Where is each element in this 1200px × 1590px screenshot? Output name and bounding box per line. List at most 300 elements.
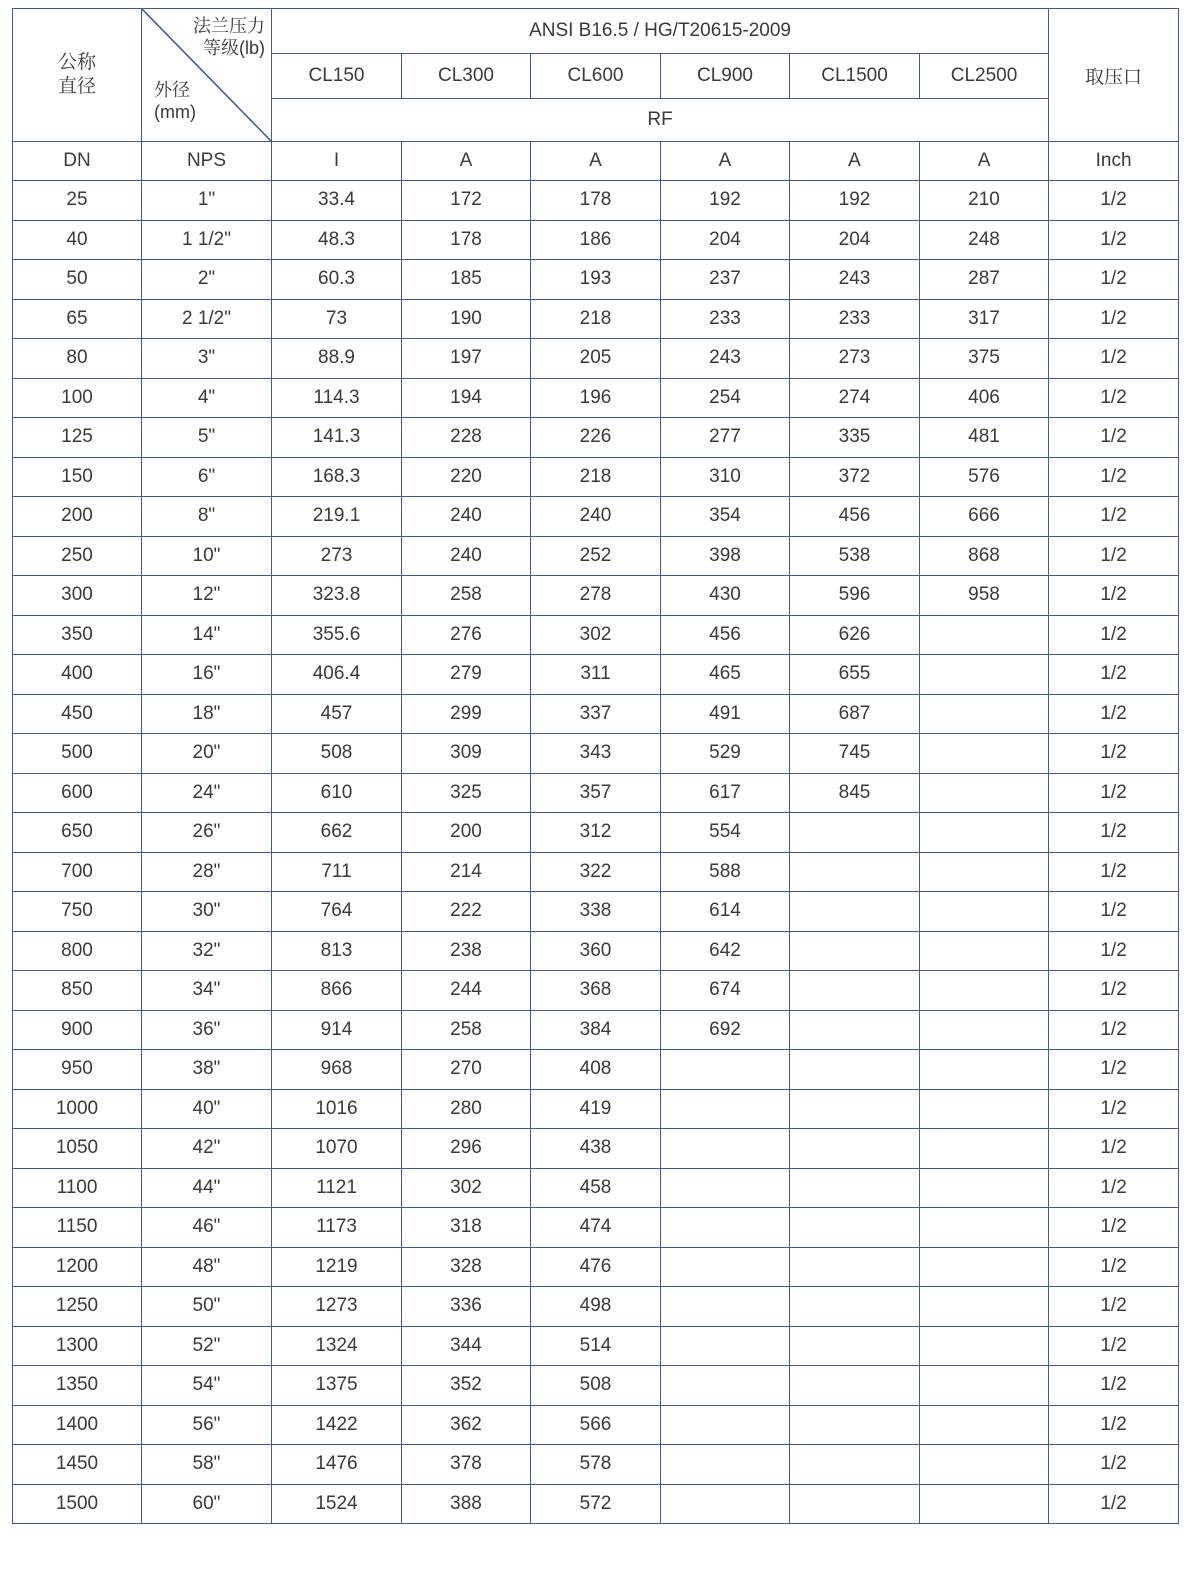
- unit-i: I: [272, 142, 402, 181]
- outer-diameter-cell: 1121: [272, 1168, 402, 1208]
- cl900-cell: 465: [661, 655, 790, 695]
- nps-cell: 2": [142, 260, 272, 300]
- cl1500-cell: [790, 813, 920, 853]
- cl600-cell: 311: [531, 655, 661, 695]
- nps-cell: 46": [142, 1208, 272, 1248]
- cl2500-cell: 576: [920, 457, 1049, 497]
- dn-cell: 450: [13, 694, 142, 734]
- dn-cell: 65: [13, 299, 142, 339]
- cl900-cell: 456: [661, 615, 790, 655]
- nps-cell: 34": [142, 971, 272, 1011]
- cl300-cell: 328: [402, 1247, 531, 1287]
- standard-title: ANSI B16.5 / HG/T20615-2009: [272, 9, 1049, 54]
- outer-diameter-cell: 73: [272, 299, 402, 339]
- table-row: [13, 1445, 1179, 1485]
- cl2500-cell: [920, 1168, 1049, 1208]
- cl300-cell: 178: [402, 220, 531, 260]
- nps-cell: 16": [142, 655, 272, 695]
- nps-cell: 6": [142, 457, 272, 497]
- cl600-cell: 205: [531, 339, 661, 379]
- tap-size-cell: 1/2: [1049, 773, 1179, 813]
- cl600-cell: 508: [531, 1366, 661, 1406]
- unit-a-cl300: A: [402, 142, 531, 181]
- outer-diameter-cell: 1422: [272, 1405, 402, 1445]
- nps-cell: 1 1/2": [142, 220, 272, 260]
- cl900-cell: 243: [661, 339, 790, 379]
- table-row: [13, 497, 1179, 537]
- table-row: [13, 1050, 1179, 1090]
- table-row: [13, 971, 1179, 1011]
- cl600-cell: 196: [531, 378, 661, 418]
- cl600-cell: 368: [531, 971, 661, 1011]
- nps-cell: 36": [142, 1010, 272, 1050]
- tap-size-cell: 1/2: [1049, 1484, 1179, 1524]
- outer-diameter-cell: 1173: [272, 1208, 402, 1248]
- cl900-cell: [661, 1050, 790, 1090]
- outer-diameter-cell: 711: [272, 852, 402, 892]
- cl1500-cell: 372: [790, 457, 920, 497]
- dn-cell: 80: [13, 339, 142, 379]
- dn-cell: 750: [13, 892, 142, 932]
- outer-diameter-cell: 764: [272, 892, 402, 932]
- cl1500-cell: 845: [790, 773, 920, 813]
- tap-size-cell: 1/2: [1049, 1129, 1179, 1169]
- table-row: [13, 378, 1179, 418]
- cl900-cell: 554: [661, 813, 790, 853]
- table-row: [13, 1326, 1179, 1366]
- table-row: [13, 1010, 1179, 1050]
- outer-diameter-cell: 866: [272, 971, 402, 1011]
- outer-diameter-cell: 406.4: [272, 655, 402, 695]
- tap-size-cell: 1/2: [1049, 1010, 1179, 1050]
- cl2500-cell: [920, 773, 1049, 813]
- outer-diameter-cell: 323.8: [272, 576, 402, 616]
- tap-size-cell: 1/2: [1049, 852, 1179, 892]
- cl900-cell: [661, 1129, 790, 1169]
- tap-size-cell: 1/2: [1049, 1168, 1179, 1208]
- cl300-cell: 336: [402, 1287, 531, 1327]
- tap-size-cell: 1/2: [1049, 971, 1179, 1011]
- cl1500-cell: 745: [790, 734, 920, 774]
- tap-size-cell: 1/2: [1049, 418, 1179, 458]
- cl300-cell: 302: [402, 1168, 531, 1208]
- cl900-cell: 237: [661, 260, 790, 300]
- cl1500-cell: 273: [790, 339, 920, 379]
- nominal-header-line1: 公称: [57, 52, 96, 73]
- cl600-cell: 360: [531, 931, 661, 971]
- nps-cell: 14": [142, 615, 272, 655]
- cl600-cell: 343: [531, 734, 661, 774]
- cl900-cell: [661, 1326, 790, 1366]
- cl300-cell: 352: [402, 1366, 531, 1406]
- nps-cell: 20": [142, 734, 272, 774]
- cl600-cell: 178: [531, 181, 661, 221]
- dn-cell: 1150: [13, 1208, 142, 1248]
- nps-cell: 30": [142, 892, 272, 932]
- table-row: [13, 536, 1179, 576]
- cl1500-cell: 626: [790, 615, 920, 655]
- nps-cell: 5": [142, 418, 272, 458]
- cl2500-cell: [920, 971, 1049, 1011]
- class-header-cl900: CL900: [661, 54, 790, 99]
- nps-cell: 18": [142, 694, 272, 734]
- cl1500-cell: 538: [790, 536, 920, 576]
- table-row: [13, 1168, 1179, 1208]
- cl300-cell: 388: [402, 1484, 531, 1524]
- cl300-cell: 185: [402, 260, 531, 300]
- cl300-cell: 318: [402, 1208, 531, 1248]
- cl1500-cell: [790, 1484, 920, 1524]
- nps-cell: 60": [142, 1484, 272, 1524]
- table-row: [13, 576, 1179, 616]
- tap-size-cell: 1/2: [1049, 734, 1179, 774]
- tap-size-cell: 1/2: [1049, 1089, 1179, 1129]
- cl1500-cell: [790, 1168, 920, 1208]
- tap-size-cell: 1/2: [1049, 931, 1179, 971]
- cl300-cell: 190: [402, 299, 531, 339]
- cl900-cell: 642: [661, 931, 790, 971]
- table-row: [13, 813, 1179, 853]
- facing-type-header: RF: [272, 99, 1049, 142]
- cl600-cell: 419: [531, 1089, 661, 1129]
- cl600-cell: 252: [531, 536, 661, 576]
- cl900-cell: 588: [661, 852, 790, 892]
- cl600-cell: 338: [531, 892, 661, 932]
- pressure-tap-header: 取压口: [1049, 9, 1179, 142]
- cl900-cell: 254: [661, 378, 790, 418]
- cl300-cell: 378: [402, 1445, 531, 1485]
- cl900-cell: 277: [661, 418, 790, 458]
- table-row: [13, 694, 1179, 734]
- cl2500-cell: [920, 1010, 1049, 1050]
- cl900-cell: 398: [661, 536, 790, 576]
- outer-diameter-cell: 1375: [272, 1366, 402, 1406]
- outer-diameter-cell: 1476: [272, 1445, 402, 1485]
- cl300-cell: 279: [402, 655, 531, 695]
- dn-cell: 25: [13, 181, 142, 221]
- cl1500-cell: 243: [790, 260, 920, 300]
- table-row: [13, 220, 1179, 260]
- cl900-cell: [661, 1366, 790, 1406]
- cl1500-cell: 456: [790, 497, 920, 537]
- outer-diameter-cell: 114.3: [272, 378, 402, 418]
- outer-diameter-cell: 1016: [272, 1089, 402, 1129]
- dn-cell: 950: [13, 1050, 142, 1090]
- nps-cell: 48": [142, 1247, 272, 1287]
- cl900-cell: [661, 1089, 790, 1129]
- cl900-cell: [661, 1247, 790, 1287]
- pressure-label-line2: 等级(lb): [203, 38, 265, 58]
- cl600-cell: 572: [531, 1484, 661, 1524]
- outer-diameter-cell: 219.1: [272, 497, 402, 537]
- cl600-cell: 357: [531, 773, 661, 813]
- nominal-diameter-header: [13, 9, 142, 142]
- tap-size-cell: 1/2: [1049, 1247, 1179, 1287]
- tap-size-cell: 1/2: [1049, 655, 1179, 695]
- tap-size-cell: 1/2: [1049, 1050, 1179, 1090]
- dn-cell: 600: [13, 773, 142, 813]
- table-row: [13, 1247, 1179, 1287]
- cl900-cell: 192: [661, 181, 790, 221]
- cl600-cell: 498: [531, 1287, 661, 1327]
- outer-diameter-cell: 273: [272, 536, 402, 576]
- cl1500-cell: [790, 1405, 920, 1445]
- class-header-cl1500: CL1500: [790, 54, 920, 99]
- outer-diameter-cell: 662: [272, 813, 402, 853]
- dn-cell: 50: [13, 260, 142, 300]
- dn-cell: 250: [13, 536, 142, 576]
- cl300-cell: 220: [402, 457, 531, 497]
- tap-size-cell: 1/2: [1049, 1405, 1179, 1445]
- cl300-cell: 200: [402, 813, 531, 853]
- cl900-cell: [661, 1208, 790, 1248]
- cl900-cell: [661, 1287, 790, 1327]
- cl2500-cell: 406: [920, 378, 1049, 418]
- cl1500-cell: [790, 1366, 920, 1406]
- dn-cell: 1050: [13, 1129, 142, 1169]
- cl1500-cell: [790, 931, 920, 971]
- cl2500-cell: [920, 1326, 1049, 1366]
- cl600-cell: 193: [531, 260, 661, 300]
- unit-inch: Inch: [1049, 142, 1179, 181]
- nps-cell: 24": [142, 773, 272, 813]
- cl300-cell: 258: [402, 1010, 531, 1050]
- outer-diameter-cell: 355.6: [272, 615, 402, 655]
- outer-diameter-label: [154, 79, 196, 123]
- outer-diameter-cell: 610: [272, 773, 402, 813]
- cl600-cell: 474: [531, 1208, 661, 1248]
- dn-cell: 850: [13, 971, 142, 1011]
- tap-size-cell: 1/2: [1049, 1445, 1179, 1485]
- cl900-cell: 430: [661, 576, 790, 616]
- cl600-cell: 302: [531, 615, 661, 655]
- outer-diameter-cell: 1524: [272, 1484, 402, 1524]
- nps-cell: 40": [142, 1089, 272, 1129]
- table-body: [13, 181, 1179, 1524]
- diagonal-corner-header: [142, 9, 272, 142]
- dn-cell: 1100: [13, 1168, 142, 1208]
- cl600-cell: 218: [531, 457, 661, 497]
- dn-cell: 1250: [13, 1287, 142, 1327]
- nps-cell: 52": [142, 1326, 272, 1366]
- cl300-cell: 172: [402, 181, 531, 221]
- nps-cell: 38": [142, 1050, 272, 1090]
- cl1500-cell: [790, 1050, 920, 1090]
- nps-cell: 28": [142, 852, 272, 892]
- dn-cell: 700: [13, 852, 142, 892]
- dn-cell: 1500: [13, 1484, 142, 1524]
- outer-diameter-cell: 60.3: [272, 260, 402, 300]
- cl2500-cell: [920, 1484, 1049, 1524]
- nps-cell: 50": [142, 1287, 272, 1327]
- tap-size-cell: 1/2: [1049, 181, 1179, 221]
- pressure-label-line1: 法兰压力: [193, 16, 265, 36]
- class-header-cl150: CL150: [272, 54, 402, 99]
- table-row: [13, 1208, 1179, 1248]
- cl2500-cell: [920, 1050, 1049, 1090]
- cl2500-cell: [920, 734, 1049, 774]
- cl900-cell: 617: [661, 773, 790, 813]
- cl1500-cell: [790, 1445, 920, 1485]
- tap-size-cell: 1/2: [1049, 378, 1179, 418]
- cl1500-cell: 687: [790, 694, 920, 734]
- nps-cell: 58": [142, 1445, 272, 1485]
- dn-cell: 1300: [13, 1326, 142, 1366]
- cl2500-cell: [920, 1129, 1049, 1169]
- cl300-cell: 299: [402, 694, 531, 734]
- cl300-cell: 296: [402, 1129, 531, 1169]
- tap-size-cell: 1/2: [1049, 1208, 1179, 1248]
- cl900-cell: [661, 1168, 790, 1208]
- cl2500-cell: [920, 813, 1049, 853]
- outer-diameter-cell: 1219: [272, 1247, 402, 1287]
- dn-cell: 200: [13, 497, 142, 537]
- cl600-cell: 566: [531, 1405, 661, 1445]
- cl900-cell: 692: [661, 1010, 790, 1050]
- nps-cell: 12": [142, 576, 272, 616]
- cl300-cell: 228: [402, 418, 531, 458]
- dn-cell: 150: [13, 457, 142, 497]
- dn-cell: 1200: [13, 1247, 142, 1287]
- outer-diameter-cell: 1324: [272, 1326, 402, 1366]
- cl2500-cell: [920, 694, 1049, 734]
- cl1500-cell: 596: [790, 576, 920, 616]
- dn-cell: 40: [13, 220, 142, 260]
- dn-cell: 1000: [13, 1089, 142, 1129]
- tap-size-cell: 1/2: [1049, 457, 1179, 497]
- tap-size-cell: 1/2: [1049, 615, 1179, 655]
- tap-size-cell: 1/2: [1049, 1366, 1179, 1406]
- dn-cell: 800: [13, 931, 142, 971]
- table-row: [13, 773, 1179, 813]
- cl1500-cell: [790, 1208, 920, 1248]
- nps-cell: 10": [142, 536, 272, 576]
- table-row: [13, 299, 1179, 339]
- nps-cell: 56": [142, 1405, 272, 1445]
- cl2500-cell: [920, 1247, 1049, 1287]
- unit-a-cl1500: A: [790, 142, 920, 181]
- cl1500-cell: [790, 1326, 920, 1366]
- cl300-cell: 276: [402, 615, 531, 655]
- table-row: [13, 1366, 1179, 1406]
- outer-diameter-cell: 1070: [272, 1129, 402, 1169]
- outer-diameter-cell: 168.3: [272, 457, 402, 497]
- cl300-cell: 270: [402, 1050, 531, 1090]
- outer-diameter-cell: 968: [272, 1050, 402, 1090]
- outer-diameter-cell: 48.3: [272, 220, 402, 260]
- tap-size-cell: 1/2: [1049, 576, 1179, 616]
- cl600-cell: 240: [531, 497, 661, 537]
- cl1500-cell: 335: [790, 418, 920, 458]
- cl900-cell: 614: [661, 892, 790, 932]
- flange-spec-table: [12, 8, 1179, 1524]
- cl900-cell: [661, 1405, 790, 1445]
- cl2500-cell: [920, 892, 1049, 932]
- unit-nps: NPS: [142, 142, 272, 181]
- dn-cell: 500: [13, 734, 142, 774]
- cl600-cell: 337: [531, 694, 661, 734]
- cl1500-cell: 655: [790, 655, 920, 695]
- nps-cell: 44": [142, 1168, 272, 1208]
- cl900-cell: [661, 1445, 790, 1485]
- nps-cell: 4": [142, 378, 272, 418]
- cl900-cell: 310: [661, 457, 790, 497]
- cl300-cell: 325: [402, 773, 531, 813]
- nps-cell: 1": [142, 181, 272, 221]
- table-row: [13, 418, 1179, 458]
- cl600-cell: 312: [531, 813, 661, 853]
- nps-cell: 54": [142, 1366, 272, 1406]
- cl1500-cell: [790, 892, 920, 932]
- tap-size-cell: 1/2: [1049, 1287, 1179, 1327]
- outer-diameter-cell: 457: [272, 694, 402, 734]
- cl600-cell: 384: [531, 1010, 661, 1050]
- cl900-cell: 674: [661, 971, 790, 1011]
- cl900-cell: [661, 1484, 790, 1524]
- dn-cell: 1450: [13, 1445, 142, 1485]
- cl2500-cell: 666: [920, 497, 1049, 537]
- tap-size-cell: 1/2: [1049, 892, 1179, 932]
- outer-diameter-cell: 813: [272, 931, 402, 971]
- cl2500-cell: [920, 1405, 1049, 1445]
- tap-size-cell: 1/2: [1049, 299, 1179, 339]
- dn-cell: 1400: [13, 1405, 142, 1445]
- cl2500-cell: 481: [920, 418, 1049, 458]
- cl300-cell: 258: [402, 576, 531, 616]
- cl600-cell: 322: [531, 852, 661, 892]
- cl600-cell: 218: [531, 299, 661, 339]
- outer-diameter-cell: 914: [272, 1010, 402, 1050]
- table-row: [13, 734, 1179, 774]
- tap-size-cell: 1/2: [1049, 260, 1179, 300]
- dn-cell: 900: [13, 1010, 142, 1050]
- dn-cell: 100: [13, 378, 142, 418]
- cl300-cell: 309: [402, 734, 531, 774]
- cl1500-cell: [790, 1089, 920, 1129]
- cl2500-cell: 868: [920, 536, 1049, 576]
- cl2500-cell: [920, 1208, 1049, 1248]
- outer-diameter-cell: 1273: [272, 1287, 402, 1327]
- outer-diameter-cell: 33.4: [272, 181, 402, 221]
- dn-cell: 400: [13, 655, 142, 695]
- cl300-cell: 240: [402, 536, 531, 576]
- cl300-cell: 280: [402, 1089, 531, 1129]
- table-row: [13, 655, 1179, 695]
- class-header-cl2500: CL2500: [920, 54, 1049, 99]
- cl600-cell: 278: [531, 576, 661, 616]
- cl2500-cell: 317: [920, 299, 1049, 339]
- class-header-cl300: CL300: [402, 54, 531, 99]
- cl1500-cell: 233: [790, 299, 920, 339]
- nps-cell: 8": [142, 497, 272, 537]
- cl1500-cell: 192: [790, 181, 920, 221]
- cl1500-cell: [790, 971, 920, 1011]
- table-row: [13, 1484, 1179, 1524]
- cl600-cell: 226: [531, 418, 661, 458]
- cl2500-cell: [920, 1089, 1049, 1129]
- unit-a-cl900: A: [661, 142, 790, 181]
- cl300-cell: 240: [402, 497, 531, 537]
- unit-a-cl600: A: [531, 142, 661, 181]
- table-row: [13, 852, 1179, 892]
- cl1500-cell: 274: [790, 378, 920, 418]
- cl1500-cell: [790, 1129, 920, 1169]
- outer-diameter-cell: 508: [272, 734, 402, 774]
- cl2500-cell: 958: [920, 576, 1049, 616]
- cl2500-cell: [920, 655, 1049, 695]
- tap-size-cell: 1/2: [1049, 813, 1179, 853]
- cl900-cell: 529: [661, 734, 790, 774]
